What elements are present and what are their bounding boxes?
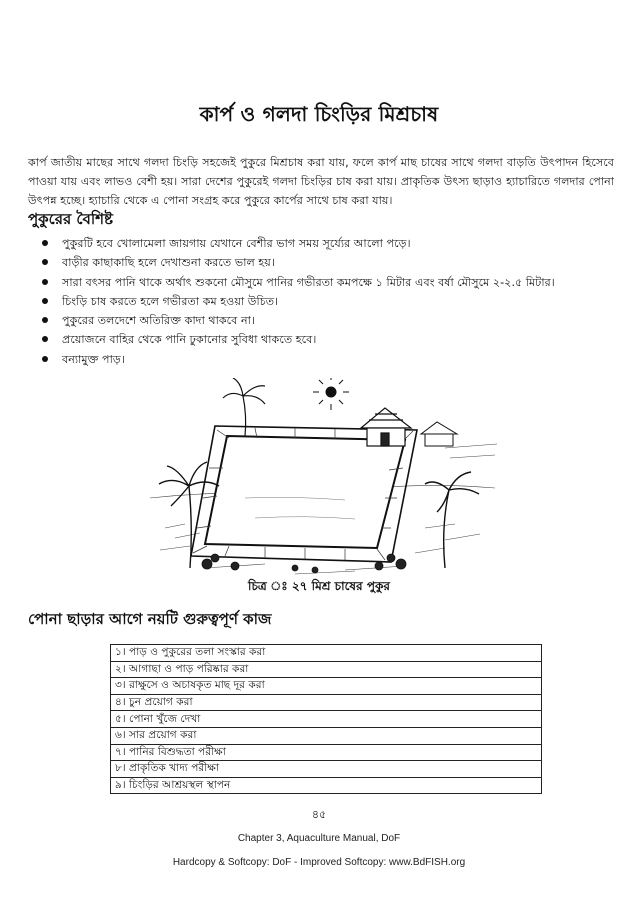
list-item: চিংড়ি চাষ করতে হলে গভীরতা কম হওয়া উচিত। (40, 292, 610, 311)
table-row (111, 661, 542, 678)
table-cell: ৮। প্রাকৃতিক খাদ্য পরীক্ষা (111, 761, 542, 778)
list-item: পুকুরটি হবে খোলামেলা জায়গায় যেখানে বেশীর ভাগ সময় সূর্য্যের আলো পড়ে। (40, 234, 610, 253)
page-number: ৪৫ (311, 808, 327, 821)
table-row (111, 645, 542, 662)
page-title: কার্প ও গলদা চিংড়ির মিশ্রচাষ (199, 102, 439, 126)
table-cell: ৩। রাক্ষুসে ও অচাষকৃত মাছ দূর করা (111, 678, 542, 695)
intro-paragraph: কার্প জাতীয় মাছের সাথে গলদা চিংড়ি সহজেই পুকুরে মিশ্রচাষ করা যায়, ফলে কার্প মাছ চাষের সাথে গলদা বাড়তি উৎপাদন হিসেবে পাওয়া যায় এবং লাভও বেশী হয়। সারা দেশের পুকুরেই গলদা চিংড়ির চাষ করা যায়। প্রাকৃতিক উৎস্য ছাড়াও হ্যাচারিতে গলদার পোনা উৎপন্ন হচ্ছে। হ্যাচারি থেকে এ পোনা সংগ্রহ করে পুকুরে কার্পের সাথে চাষ করা যায়। (28, 156, 614, 207)
table-cell: ৯। চিংড়ির আশ্রয়স্থল স্থাপন (111, 777, 542, 794)
table-row (111, 777, 542, 794)
list-item: বন্যামুক্ত পাড়। (40, 350, 610, 369)
table-row (111, 761, 542, 778)
table-cell: ১। পাড় ও পুকুরের তলা সংস্কার করা (111, 645, 542, 662)
list-item: সারা বৎসর পানি থাকে অর্থাৎ শুকনো মৌসুমে পানির গভীরতা কমপক্ষে ১ মিটার এবং বর্ষা মৌসুমে ২-২.৫ মিটার। (40, 273, 610, 292)
table-row (111, 678, 542, 695)
footer-chapter: Chapter 3, Aquaculture Manual, DoF (237, 833, 401, 844)
table-cell: ৪। চুন প্রয়োগ করা (111, 694, 542, 711)
features-list (40, 234, 610, 369)
figure-caption: চিত্র ঃ ২৭ মিশ্র চাষের পুকুর (248, 579, 390, 593)
table-cell: ৬। সার প্রয়োগ করা (111, 727, 542, 744)
tasks-heading: পোনা ছাড়ার আগে নয়টি গুরুত্বপূর্ণ কাজ (28, 610, 272, 628)
table-cell: ৫। পোনা খুঁজে দেখা (111, 711, 542, 728)
pond-illustration (145, 378, 500, 578)
table-row (111, 744, 542, 761)
tasks-table (110, 644, 542, 794)
list-item: বাড়ীর কাছাকাছি হলে দেখাশুনা করতে ভাল হয়। (40, 253, 610, 272)
table-cell: ২। আগাছা ও পাড় পরিষ্কার করা (111, 661, 542, 678)
table-cell: ৭। পানির বিশুদ্ধতা পরীক্ষা (111, 744, 542, 761)
list-item: পুকুরের তলদেশে অতিরিক্ত কাদা থাকবে না। (40, 311, 610, 330)
table-row (111, 711, 542, 728)
table-row (111, 727, 542, 744)
footer-copyright: Hardcopy & Softcopy: DoF - Improved Softcopy: www.BdFISH.org (172, 857, 466, 868)
table-row (111, 694, 542, 711)
features-heading: পুকুরের বৈশিষ্ট (28, 210, 114, 228)
list-item: প্রয়োজনে বাহির থেকে পানি ঢুকানোর সুবিধা থাকতে হবে। (40, 330, 610, 349)
